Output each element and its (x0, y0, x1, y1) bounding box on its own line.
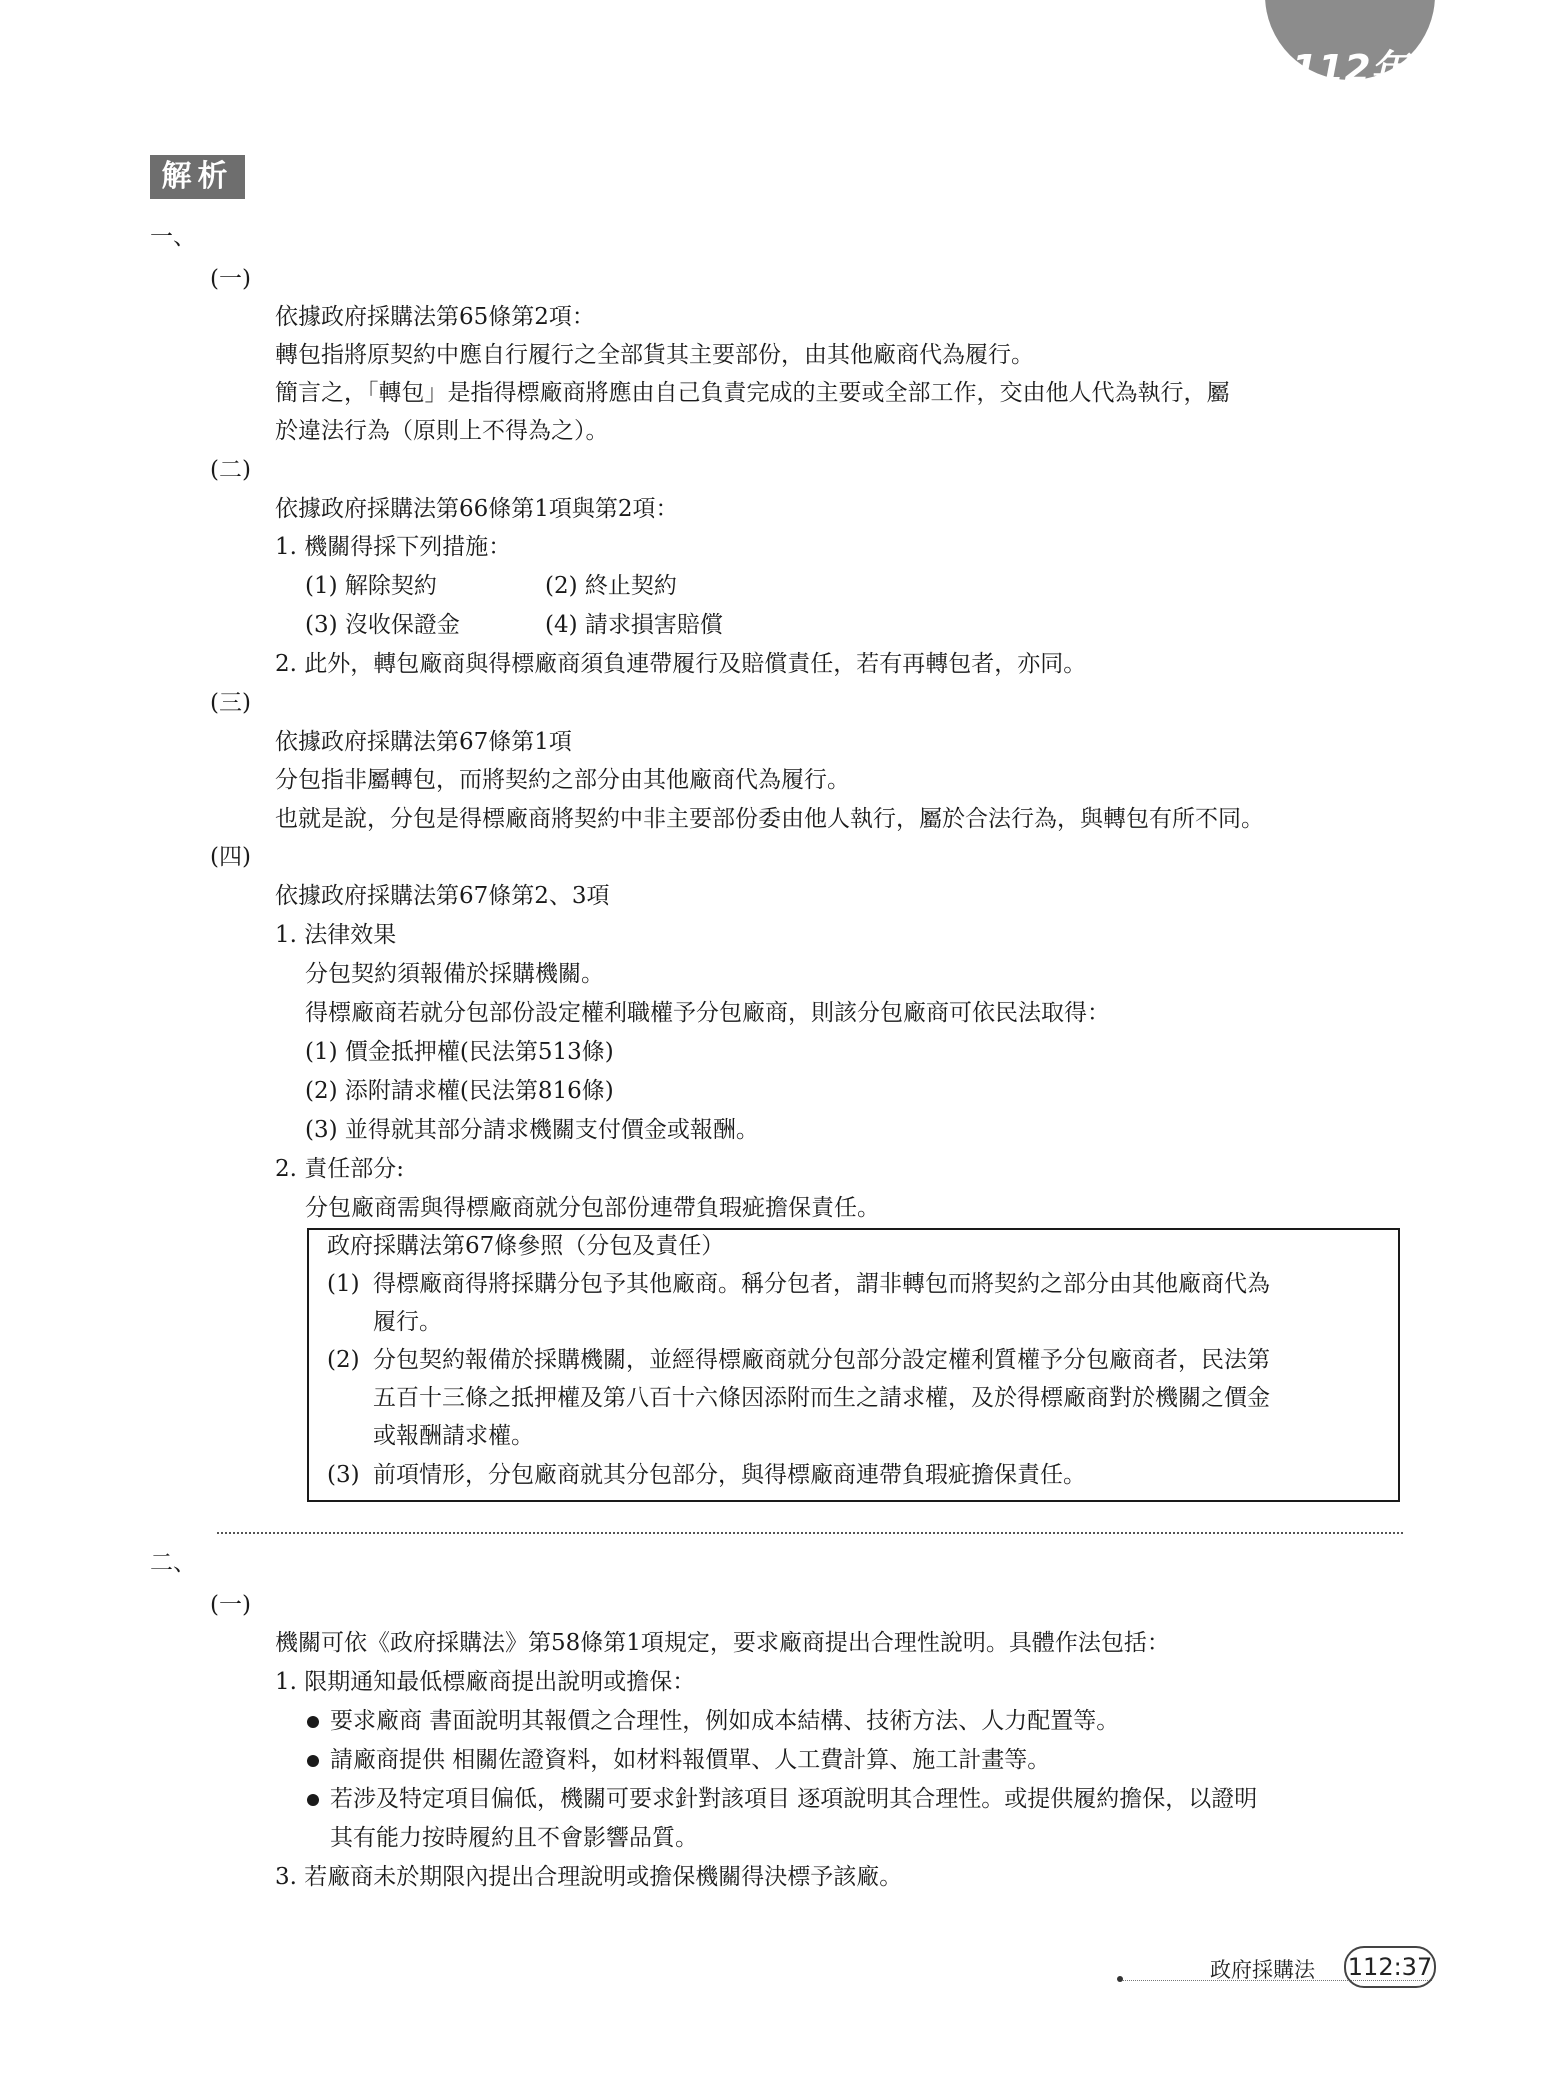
q1-sub4-label: (四) (210, 844, 251, 870)
page-number: 112:37 (1344, 1946, 1436, 1988)
box-para-line: 履行。 (373, 1309, 442, 1335)
q1-sub3-line: 也就是說，分包是得標廠商將契約中非主要部份委由他人執行，屬於合法行為，與轉包有所不同。 (275, 806, 1264, 832)
measure-item: (3) 沒收保證金 (305, 612, 460, 638)
measure-item: (4) 請求損害賠償 (545, 612, 723, 638)
bullet-item-continuation: 其有能力按時履約且不會影響品質。 (330, 1825, 698, 1851)
q2-sub1-item1: 1. 限期通知最低標廠商提出說明或擔保： (275, 1669, 696, 1695)
q1-sub1-line: 依據政府採購法第65條第2項： (275, 304, 595, 330)
bullet-item: 若涉及特定項目偏低，機關可要求針對該項目 逐項說明其合理性。或提供履約擔保，以證明 (330, 1786, 1258, 1812)
q1-sub4-item1: 1. 法律效果 (275, 922, 397, 948)
question-number-1: 一、 (150, 224, 196, 250)
box-para-number: (1) (327, 1271, 360, 1297)
box-para-number: (2) (327, 1347, 360, 1373)
section-title: 解析 (150, 155, 245, 199)
year-badge: 112年 (1291, 47, 1409, 91)
q1-sub4-line: 分包契約須報備於採購機關。 (305, 961, 604, 987)
q1-sub3-line: 依據政府採購法第67條第1項 (275, 729, 572, 755)
q1-sub4-intro: 依據政府採購法第67條第2、3項 (275, 883, 610, 909)
section-divider (217, 1532, 1403, 1534)
bullet-item: 請廠商提供 相關佐證資料，如材料報價單、人工費計算、施工計畫等。 (330, 1747, 1051, 1773)
q2-sub1-item3: 3. 若廠商未於期限內提出合理說明或擔保機關得決標予該廠。 (275, 1864, 903, 1890)
box-para-line: 五百十三條之抵押權及第八百十六條因添附而生之請求權，及於得標廠商對於機關之價金 (373, 1385, 1270, 1411)
q1-sub4-item2-text: 分包廠商需與得標廠商就分包部份連帶負瑕疵擔保責任。 (305, 1195, 880, 1221)
box-para-line: 前項情形，分包廠商就其分包部分，與得標廠商連帶負瑕疵擔保責任。 (373, 1462, 1086, 1488)
box-para-line: 分包契約報備於採購機關，並經得標廠商就分包部分設定權利質權予分包廠商者，民法第 (373, 1347, 1270, 1373)
question-number-2: 二、 (150, 1550, 196, 1576)
q1-sub1-label: (一) (210, 266, 251, 292)
footer-label: 政府採購法 (1210, 1958, 1315, 1982)
bullet-icon (307, 1794, 319, 1806)
measure-item: (2) 終止契約 (545, 573, 677, 599)
q1-sub3-line: 分包指非屬轉包，而將契約之部分由其他廠商代為履行。 (275, 767, 850, 793)
q1-sub2-item1: 1. 機關得採下列措施： (275, 534, 512, 560)
q1-sub2-intro: 依據政府採購法第66條第1項與第2項： (275, 496, 679, 522)
box-para-line: 得標廠商得將採購分包予其他廠商。稱分包者，謂非轉包而將契約之部分由其他廠商代為 (373, 1271, 1270, 1297)
q1-sub4-line: (2) 添附請求權(民法第816條) (305, 1078, 614, 1104)
q1-sub4-line: (1) 價金抵押權(民法第513條) (305, 1039, 614, 1065)
measure-item: (1) 解除契約 (305, 573, 437, 599)
q1-sub1-line: 簡言之，「轉包」是指得標廠商將應由自己負責完成的主要或全部工作，交由他人代為執行，屬 (275, 380, 1230, 406)
q1-sub4-line: (3) 並得就其部分請求機關支付價金或報酬。 (305, 1117, 759, 1143)
footer-dot (1117, 1976, 1123, 1982)
q1-sub2-item2: 2. 此外，轉包廠商與得標廠商須負連帶履行及賠償責任，若有再轉包者，亦同。 (275, 651, 1087, 677)
box-para-line: 或報酬請求權。 (373, 1423, 534, 1449)
bullet-icon (307, 1755, 319, 1767)
box-title: 政府採購法第67條參照（分包及責任） (327, 1233, 725, 1259)
q1-sub4-line: 得標廠商若就分包部份設定權利職權予分包廠商，則該分包廠商可依民法取得： (305, 1000, 1110, 1026)
box-para-number: (3) (327, 1462, 360, 1488)
q1-sub3-label: (三) (210, 690, 251, 716)
q1-sub1-line: 轉包指將原契約中應自行履行之全部貨其主要部份，由其他廠商代為履行。 (275, 342, 1034, 368)
bullet-item: 要求廠商 書面說明其報價之合理性，例如成本結構、技術方法、人力配置等。 (330, 1708, 1120, 1734)
q1-sub2-label: (二) (210, 457, 251, 483)
q2-sub1-intro: 機關可依《政府採購法》第58條第1項規定，要求廠商提出合理性說明。具體作法包括： (275, 1630, 1170, 1656)
q2-sub1-label: (一) (210, 1592, 251, 1618)
q1-sub1-line: 於違法行為（原則上不得為之）。 (275, 418, 609, 444)
q1-sub4-item2: 2. 責任部分: (275, 1156, 405, 1182)
bullet-icon (307, 1716, 319, 1728)
